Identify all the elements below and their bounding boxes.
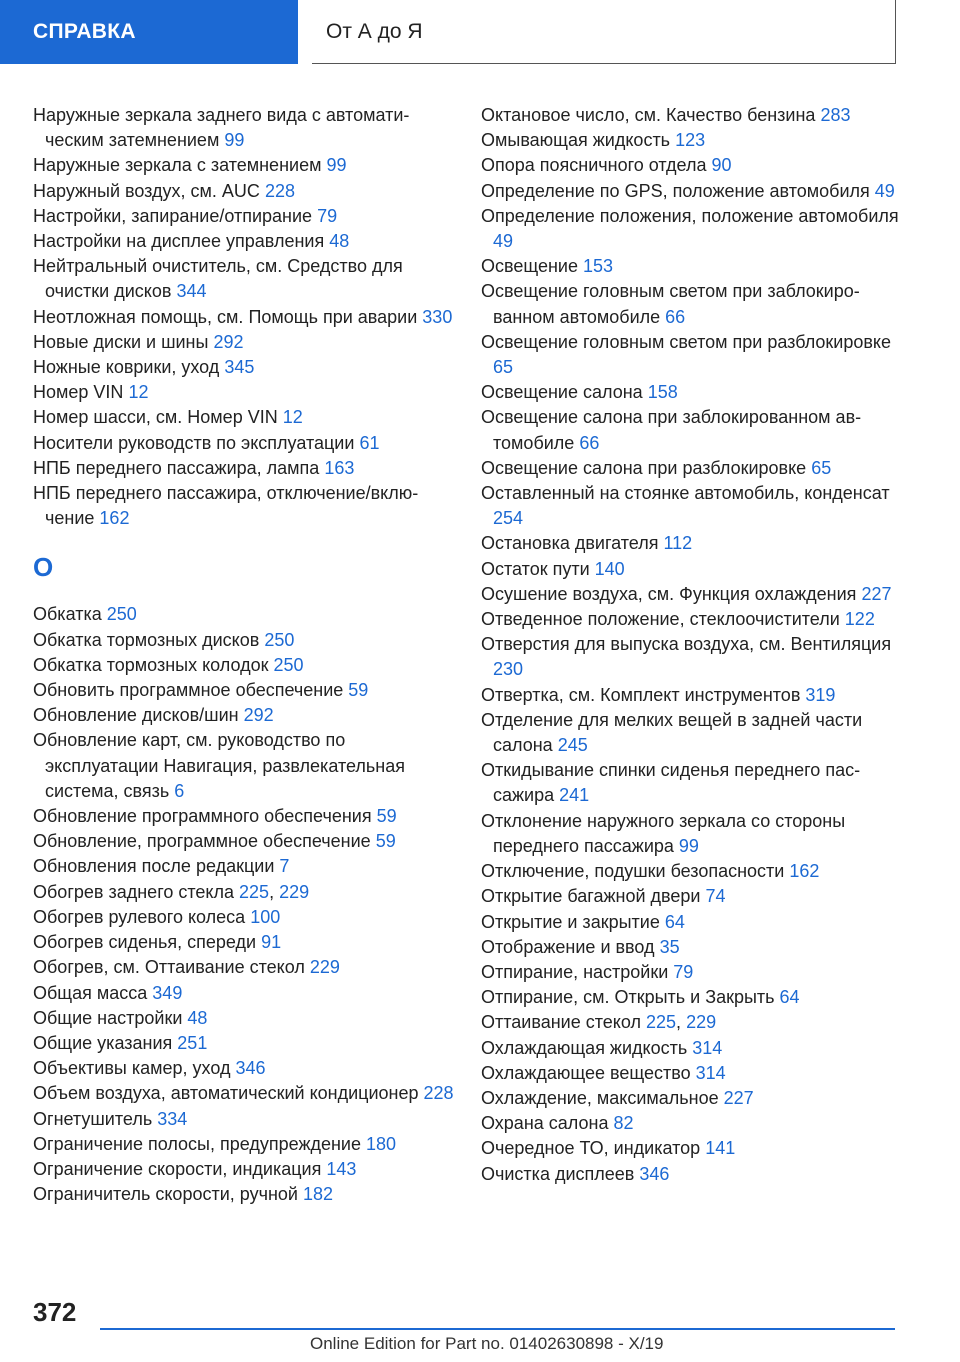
page-link[interactable]: 283 bbox=[820, 105, 851, 125]
page-link[interactable]: 66 bbox=[579, 432, 600, 453]
page-link[interactable]: 225 bbox=[239, 881, 270, 902]
index-entry bbox=[33, 703, 458, 728]
index-entry bbox=[33, 678, 458, 703]
page-link[interactable]: 245 bbox=[557, 735, 588, 756]
index-entry bbox=[33, 1157, 458, 1182]
index-entry bbox=[481, 859, 906, 884]
entry-text: Освещение головным светом при заблокированном автомобиле bbox=[481, 281, 860, 327]
index-entry bbox=[481, 481, 906, 531]
entry-text: Отклонение наружного зеркала со стороны переднего пассажира bbox=[481, 810, 846, 856]
entry-text: Обновить программное обеспечение bbox=[33, 680, 344, 701]
index-entry bbox=[33, 305, 458, 330]
entry-text: Отключение, подушки безопасности bbox=[481, 861, 785, 882]
page-link[interactable]: 59 bbox=[375, 831, 396, 852]
entry-text: Оттаивание стекол bbox=[481, 1012, 641, 1033]
page-link[interactable]: 319 bbox=[805, 684, 836, 705]
entry-text: Обогрев сиденья, спереди bbox=[33, 932, 257, 953]
index-entry bbox=[481, 935, 906, 960]
index-entry bbox=[481, 1036, 906, 1061]
index-entry bbox=[33, 905, 458, 930]
entry-text: Очередное ТО, индикатор bbox=[481, 1138, 701, 1159]
entry-text: Общие настройки bbox=[33, 1007, 183, 1028]
entry-text: Опора поясничного отдела bbox=[481, 155, 707, 176]
entry-text: Наружные зеркала с затемнением bbox=[33, 155, 322, 176]
index-entry bbox=[481, 910, 906, 935]
section-tab: СПРАВКА bbox=[0, 0, 298, 64]
entry-text: Настройки на дисплее управления bbox=[33, 231, 325, 252]
page-link[interactable]: 254 bbox=[493, 508, 524, 529]
index-entry bbox=[481, 380, 906, 405]
index-entry bbox=[481, 758, 906, 808]
entry-text: Обкатка тормозных дисков bbox=[33, 629, 260, 650]
page-link[interactable]: 64 bbox=[664, 911, 685, 932]
entry-text: Ограничитель скорости, ручной bbox=[33, 1184, 298, 1205]
page-link[interactable]: 230 bbox=[493, 659, 524, 680]
index-entry bbox=[481, 128, 906, 153]
entry-text: Наружные зеркала заднего вида с автоматическим затемнением bbox=[33, 105, 410, 151]
page-link[interactable]: 59 bbox=[348, 680, 369, 701]
entry-text: Общая масса bbox=[33, 982, 148, 1003]
index-entry bbox=[481, 179, 906, 204]
index-entry bbox=[33, 829, 458, 854]
index-entry bbox=[33, 930, 458, 955]
index-entry bbox=[481, 1162, 906, 1187]
index-entry bbox=[481, 254, 906, 279]
entry-text: Определение по GPS, положение автомобиля bbox=[481, 180, 870, 201]
index-entry bbox=[481, 1061, 906, 1086]
entry-text: Остаток пути bbox=[481, 558, 590, 579]
index-entry bbox=[481, 708, 906, 758]
page-link[interactable]: 6 bbox=[174, 780, 185, 801]
entry-text: Освещение головным светом при разблокировке bbox=[481, 331, 892, 352]
page-link[interactable]: 122 bbox=[844, 609, 875, 630]
index-entry bbox=[33, 179, 458, 204]
page-link[interactable]: 250 bbox=[273, 654, 304, 675]
page-link[interactable]: 74 bbox=[705, 886, 726, 907]
index-entry bbox=[33, 103, 458, 153]
entry-text: Откидывание спинки сиденья переднего пассажира bbox=[481, 760, 861, 806]
page-link[interactable]: 59 bbox=[376, 806, 397, 827]
index-entry bbox=[33, 854, 458, 879]
entry-text: Отведенное положение, стеклоочистители bbox=[481, 609, 840, 630]
page-link[interactable]: 112 bbox=[663, 533, 693, 554]
entry-text: Обновление программного обеспечения bbox=[33, 806, 372, 827]
index-entry bbox=[481, 582, 906, 607]
index-entry bbox=[33, 804, 458, 829]
index-entry bbox=[33, 355, 458, 380]
index-column-left bbox=[33, 103, 458, 1207]
entry-text: Октановое число, см. Качество бензина bbox=[481, 105, 816, 125]
page-link[interactable]: 227 bbox=[861, 583, 892, 604]
index-entry bbox=[33, 204, 458, 229]
entry-text: Обновления после редакции bbox=[33, 856, 275, 877]
entry-text: Наружный воздух, см. AUC bbox=[33, 180, 260, 201]
index-entry bbox=[33, 1132, 458, 1157]
entry-text: Обновление дисков/шин bbox=[33, 705, 239, 726]
entry-text: Омывающая жидкость bbox=[481, 130, 671, 151]
entry-text: Обкатка bbox=[33, 604, 102, 625]
index-entry bbox=[33, 1056, 458, 1081]
page-link[interactable]: 225 bbox=[646, 1012, 677, 1033]
page-link[interactable]: 35 bbox=[659, 936, 680, 957]
index-entry bbox=[481, 153, 906, 178]
index-entry bbox=[481, 1086, 906, 1111]
page-link[interactable]: 182 bbox=[302, 1184, 334, 1205]
index-entry bbox=[33, 431, 458, 456]
page-link[interactable]: 66 bbox=[665, 306, 686, 327]
entry-text: Очистка дисплеев bbox=[481, 1163, 635, 1184]
entry-text: Объем воздуха, автоматический кондиционер bbox=[33, 1083, 419, 1104]
index-entry bbox=[33, 1107, 458, 1132]
entry-text: Осушение воздуха, см. Функция охлаждения bbox=[481, 583, 857, 604]
page-link[interactable]: 49 bbox=[493, 231, 514, 252]
page-link[interactable]: 99 bbox=[678, 835, 699, 856]
page-link[interactable]: 79 bbox=[317, 205, 338, 226]
entry-text: Охрана салона bbox=[481, 1113, 609, 1134]
index-entry bbox=[33, 628, 458, 653]
page-link[interactable]: 346 bbox=[235, 1058, 266, 1079]
entry-text: Освещение салона при разблокировке bbox=[481, 457, 807, 478]
section-letter: О bbox=[33, 552, 54, 583]
entry-text: Отпирание, настройки bbox=[481, 961, 669, 982]
page-link[interactable]: 229 bbox=[309, 957, 340, 978]
entry-text: Отпирание, см. Открыть и Закрыть bbox=[481, 987, 775, 1008]
entry-text: Обновление, программное обеспечение bbox=[33, 831, 371, 852]
entry-text: Ограничение скорости, индикация bbox=[33, 1158, 322, 1179]
index-entry bbox=[33, 1006, 458, 1031]
entry-text: Новые диски и шины bbox=[33, 331, 209, 352]
index-entry bbox=[33, 1031, 458, 1056]
index-column-right bbox=[481, 103, 906, 1187]
entry-text: Общие указания bbox=[33, 1032, 173, 1053]
page-link[interactable]: 99 bbox=[326, 155, 347, 176]
index-entry bbox=[481, 405, 906, 455]
entry-text: Номер шасси, см. Номер VIN bbox=[33, 407, 278, 428]
page-link[interactable]: 345 bbox=[224, 357, 255, 378]
index-entry bbox=[33, 481, 458, 531]
index-entry bbox=[33, 254, 458, 304]
index-entry bbox=[481, 1136, 906, 1161]
page-link[interactable]: 162 bbox=[789, 861, 820, 882]
page-link[interactable]: 314 bbox=[695, 1062, 726, 1083]
index-entry bbox=[33, 380, 458, 405]
entry-text: НПБ переднего пассажира, лампа bbox=[33, 457, 320, 478]
entry-text: Отделение для мелких вещей в задней части салона bbox=[481, 709, 863, 756]
page-link[interactable]: 48 bbox=[329, 231, 350, 252]
entry-text: Номер VIN bbox=[33, 382, 124, 403]
index-entry bbox=[481, 884, 906, 909]
index-entry bbox=[481, 103, 906, 128]
page-link[interactable]: 241 bbox=[559, 785, 590, 806]
page-link[interactable]: 228 bbox=[264, 180, 295, 201]
index-entry bbox=[33, 653, 458, 678]
index-entry bbox=[33, 229, 458, 254]
page-link[interactable]: 153 bbox=[583, 256, 614, 277]
entry-text: Обогрев заднего стекла bbox=[33, 881, 235, 902]
page-link[interactable]: 143 bbox=[326, 1158, 357, 1179]
entry-text: Обновление карт, см. руководство по эксплуатации Навигация, развлекательная система, связь bbox=[33, 730, 405, 801]
page-link[interactable]: 90 bbox=[711, 155, 732, 176]
index-entry bbox=[481, 960, 906, 985]
entry-text: Остановка двигателя bbox=[481, 533, 659, 554]
index-entry bbox=[33, 728, 458, 804]
entry-text: Оставленный на стоянке автомобиль, конденсат bbox=[481, 483, 890, 504]
page-link[interactable]: 334 bbox=[157, 1108, 188, 1129]
entry-text: Ограничение полосы, предупреждение bbox=[33, 1133, 361, 1154]
page-link[interactable]: 227 bbox=[723, 1087, 754, 1108]
entry-text: Нейтральный очиститель, см. Средство для очистки дисков bbox=[33, 256, 403, 302]
index-entry bbox=[33, 405, 458, 430]
page-number: 372 bbox=[33, 1297, 77, 1327]
index-entry bbox=[33, 456, 458, 481]
page-link[interactable]: 141 bbox=[705, 1138, 736, 1159]
page-link[interactable]: 91 bbox=[261, 932, 282, 953]
index-entry bbox=[481, 632, 906, 682]
page-link[interactable]: 292 bbox=[213, 331, 244, 352]
entry-text: Освещение салона bbox=[481, 382, 643, 403]
page-link[interactable]: 123 bbox=[675, 130, 706, 151]
entry-text: Настройки, запирание/отпирание bbox=[33, 205, 313, 226]
index-entry bbox=[481, 279, 906, 329]
page-link[interactable]: 48 bbox=[187, 1007, 208, 1028]
page-link[interactable]: 79 bbox=[673, 961, 694, 982]
index-entry bbox=[33, 153, 458, 178]
page-link[interactable]: 228 bbox=[423, 1083, 454, 1104]
page-heading: От А до Я bbox=[312, 0, 896, 64]
page-link[interactable]: 163 bbox=[324, 457, 355, 478]
index-entry bbox=[481, 204, 906, 254]
entry-text: НПБ переднего пассажира, отключение/включение bbox=[33, 483, 419, 529]
entry-text: Отверстия для выпуска воздуха, см. Вентиляция bbox=[481, 634, 892, 655]
page-link[interactable]: 12 bbox=[282, 407, 303, 428]
page-link[interactable]: 251 bbox=[177, 1032, 208, 1053]
entry-text: Неотложная помощь, см. Помощь при аварии bbox=[33, 306, 418, 327]
footer-edition: Online Edition for Part no. 01402630898 - X/19 bbox=[310, 1334, 664, 1353]
page-link[interactable]: 250 bbox=[106, 604, 137, 625]
page-link[interactable]: 180 bbox=[366, 1133, 397, 1154]
page-link[interactable]: 64 bbox=[779, 987, 800, 1008]
entry-text: Открытие багажной двери bbox=[481, 886, 701, 907]
index-entry bbox=[481, 531, 906, 556]
index-entry bbox=[481, 683, 906, 708]
page-link[interactable]: 162 bbox=[99, 508, 130, 529]
page-link[interactable]: 65 bbox=[811, 457, 832, 478]
page-link[interactable]: 61 bbox=[359, 432, 380, 453]
entry-text: Обкатка тормозных колодок bbox=[33, 654, 269, 675]
entry-text: Определение положения, положение автомобиля bbox=[481, 205, 899, 226]
entry-text: Отображение и ввод bbox=[481, 936, 655, 957]
page-link[interactable]: 344 bbox=[176, 281, 207, 302]
index-entry bbox=[481, 809, 906, 859]
index-entry bbox=[481, 607, 906, 632]
index-entry bbox=[33, 1081, 458, 1106]
page-link[interactable]: 49 bbox=[874, 180, 895, 201]
page-link[interactable]: 7 bbox=[279, 856, 290, 877]
entry-text: Обогрев рулевого колеса bbox=[33, 906, 246, 927]
footer-rule bbox=[100, 1328, 895, 1330]
entry-text: Охлаждение, максимальное bbox=[481, 1087, 719, 1108]
page-link[interactable]: 158 bbox=[647, 382, 678, 403]
entry-text: Носители руководств по эксплуатации bbox=[33, 432, 355, 453]
entry-text: Открытие и закрытие bbox=[481, 911, 660, 932]
page-link[interactable]: 99 bbox=[224, 130, 245, 151]
page-link[interactable]: 292 bbox=[243, 705, 274, 726]
entry-text: Ножные коврики, уход bbox=[33, 357, 220, 378]
entry-text: Охлаждающая жидкость bbox=[481, 1037, 688, 1058]
index-entry bbox=[33, 602, 458, 627]
page-link[interactable]: 100 bbox=[250, 906, 281, 927]
page-link[interactable]: 314 bbox=[692, 1037, 723, 1058]
entry-text: Охлаждающее вещество bbox=[481, 1062, 691, 1083]
page-link[interactable]: 229 bbox=[279, 881, 310, 902]
index-entry bbox=[33, 1182, 458, 1207]
index-entry bbox=[481, 985, 906, 1010]
page-link[interactable]: 229 bbox=[686, 1012, 717, 1033]
entry-text: Огнетушитель bbox=[33, 1108, 153, 1129]
index-entry bbox=[481, 330, 906, 380]
entry-text: Обогрев, см. Оттаивание стекол bbox=[33, 957, 305, 978]
index-entry bbox=[481, 456, 906, 481]
entry-text: Объективы камер, уход bbox=[33, 1058, 231, 1079]
index-entry: Оттаивание стекол 225, 229 bbox=[481, 1012, 717, 1033]
index-entry bbox=[33, 981, 458, 1006]
page-link[interactable]: 349 bbox=[152, 982, 183, 1003]
page-link[interactable]: 330 bbox=[422, 306, 453, 327]
index-entry bbox=[33, 330, 458, 355]
entry-text: Освещение bbox=[481, 256, 578, 277]
page-link[interactable]: 82 bbox=[613, 1113, 634, 1134]
page-link[interactable]: 140 bbox=[594, 558, 625, 579]
index-entry bbox=[481, 557, 906, 582]
entry-text: Отвертка, см. Комплект инструментов bbox=[481, 684, 801, 705]
page-link[interactable]: 12 bbox=[128, 382, 149, 403]
page-link[interactable]: 250 bbox=[264, 629, 295, 650]
index-entry bbox=[33, 955, 458, 980]
index-entry: Обогрев заднего стекла 225, 229 bbox=[33, 881, 310, 902]
index-entry bbox=[481, 1111, 906, 1136]
page-link[interactable]: 65 bbox=[493, 357, 514, 378]
page-link[interactable]: 346 bbox=[639, 1163, 670, 1184]
entry-text: Освещение салона при заблокированном автомобиле bbox=[481, 407, 862, 453]
